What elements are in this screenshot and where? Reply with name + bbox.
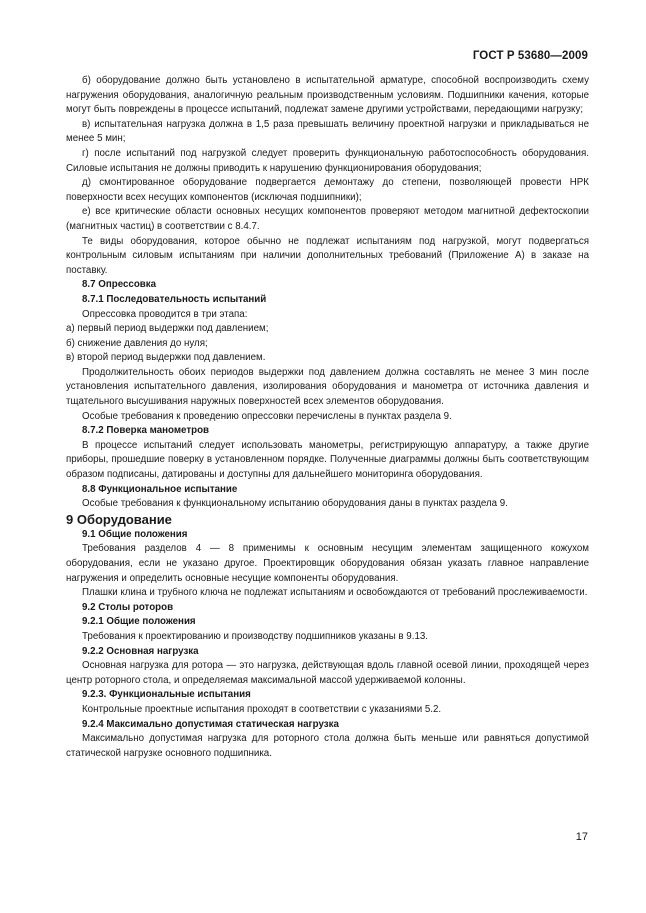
document-id: ГОСТ Р 53680—2009 [472, 50, 588, 62]
paragraph-d: д) смонтированное оборудование подвергается демонтажу до степени, позволяющей провести НРК поверхности всех несущих компонентов (исключая подшипники); [66, 177, 589, 203]
heading-9-2-2: 9.2.2 Основная нагрузка [82, 645, 199, 657]
heading-9-2-1: 9.2.1 Общие положения [82, 616, 196, 628]
paragraph-gauges: В процессе испытаний следует использовать манометры, регистрирующую аппаратуру, а также другие приборы, прошедшие поверку в установленном порядке. Полученные диаграммы должны быть соответствующим образом подписаны, датированы и доступны для дальнейшего мониторинга оборудования. [66, 439, 589, 481]
paragraph-duration: Продолжительность обоих периодов выдержки под давлением должна составлять не менее 3 мин после установления испытательного давления, изолирования оборудования и манометра от источника давления и тщательного высушивания наружных поверхностей всех элементов оборудования. [66, 366, 589, 408]
heading-9-2-4: 9.2.4 Максимально допустимая статическая нагрузка [82, 718, 339, 730]
paragraph-bearings: Требования к проектированию и производству подшипников указаны в 9.13. [82, 630, 428, 642]
paragraph-load-types: Те виды оборудования, которое обычно не подлежат испытаниям под нагрузкой, могут подвергаться контрольным силовым испытаниям при наличии дополнительных требований (Приложение А) в заказе на поставку. [66, 235, 589, 276]
paragraph-stages: Опрессовка проводится в три этапа: [82, 308, 248, 320]
heading-section-9: 9 Оборудование [66, 511, 172, 527]
paragraph-b: б) оборудование должно быть установлено в испытательной арматуре, способной воспроизводить схему нагружения оборудования, аналогичную реальным производственным условиям. Подшипники качения, которые могут быть повреждены в процессе испытаний, подлежат замене другими устройствами, передающими нагрузку; [66, 75, 589, 116]
paragraph-functional-requirements: Особые требования к функциональному испытанию оборудования даны в пунктах раздела 9. [82, 498, 508, 510]
paragraph-section-requirements: Требования разделов 4 — 8 применимы к основным несущим элементам защищенного кожухом оборудования, если не указано другое. Проектировщик оборудования обязан указать главное направление нагружения и определить основные несущие компоненты оборудования. [66, 543, 589, 584]
paragraph-e: е) все критические области основных несущих компонентов проверяют методом магнитной дефектоскопии (магнитных частиц) в соответствии с 8.4.7. [66, 206, 589, 232]
heading-8-7-1: 8.7.1 Последовательность испытаний [82, 293, 267, 305]
paragraph-v: в) испытательная нагрузка должна в 1,5 раза превышать величину проектной нагрузки и прикладываться не менее 5 мин; [66, 118, 589, 145]
paragraph-main-load: Основная нагрузка для ротора — это нагрузка, действующая вдоль главной осевой линии, проходящей через центр роторного стола, и определяемая максимальной массой удерживаемой колонны. [66, 660, 589, 686]
heading-8-8: 8.8 Функциональное испытание [82, 483, 238, 495]
paragraph-control-tests: Контрольные проектные испытания проходят в соответствии с указаниями 5.2. [82, 703, 442, 715]
paragraph-g: г) после испытаний под нагрузкой следует проверить функциональную работоспособность оборудования. Силовые испытания не должны приводить к нарушению функционирования оборудования; [66, 147, 589, 174]
heading-8-7: 8.7 Опрессовка [82, 279, 157, 291]
list-item-stage-c: в) второй период выдержки под давлением. [66, 352, 266, 364]
heading-9-1: 9.1 Общие положения [82, 528, 188, 540]
paragraph-max-load: Максимально допустимая нагрузка для роторного стола должна быть меньше или равняться допустимой статической нагрузке основного подшипника. [66, 733, 589, 759]
heading-9-2: 9.2 Столы роторов [82, 601, 174, 613]
page-number: 17 [575, 831, 588, 843]
heading-9-2-3: 9.2.3. Функциональные испытания [82, 689, 251, 701]
paragraph-special-pressure: Особые требования к проведению опрессовки перечислены в пунктах раздела 9. [82, 410, 452, 422]
list-item-stage-a: а) первый период выдержки под давлением; [66, 323, 269, 335]
paragraph-plates: Плашки клина и трубного ключа не подлежат испытаниям и освобождаются от требований прослеживаемости. [82, 587, 588, 599]
page-body [66, 74, 589, 761]
heading-8-7-2: 8.7.2 Поверка манометров [82, 425, 210, 437]
list-item-stage-b: б) снижение давления до нуля; [66, 337, 208, 349]
